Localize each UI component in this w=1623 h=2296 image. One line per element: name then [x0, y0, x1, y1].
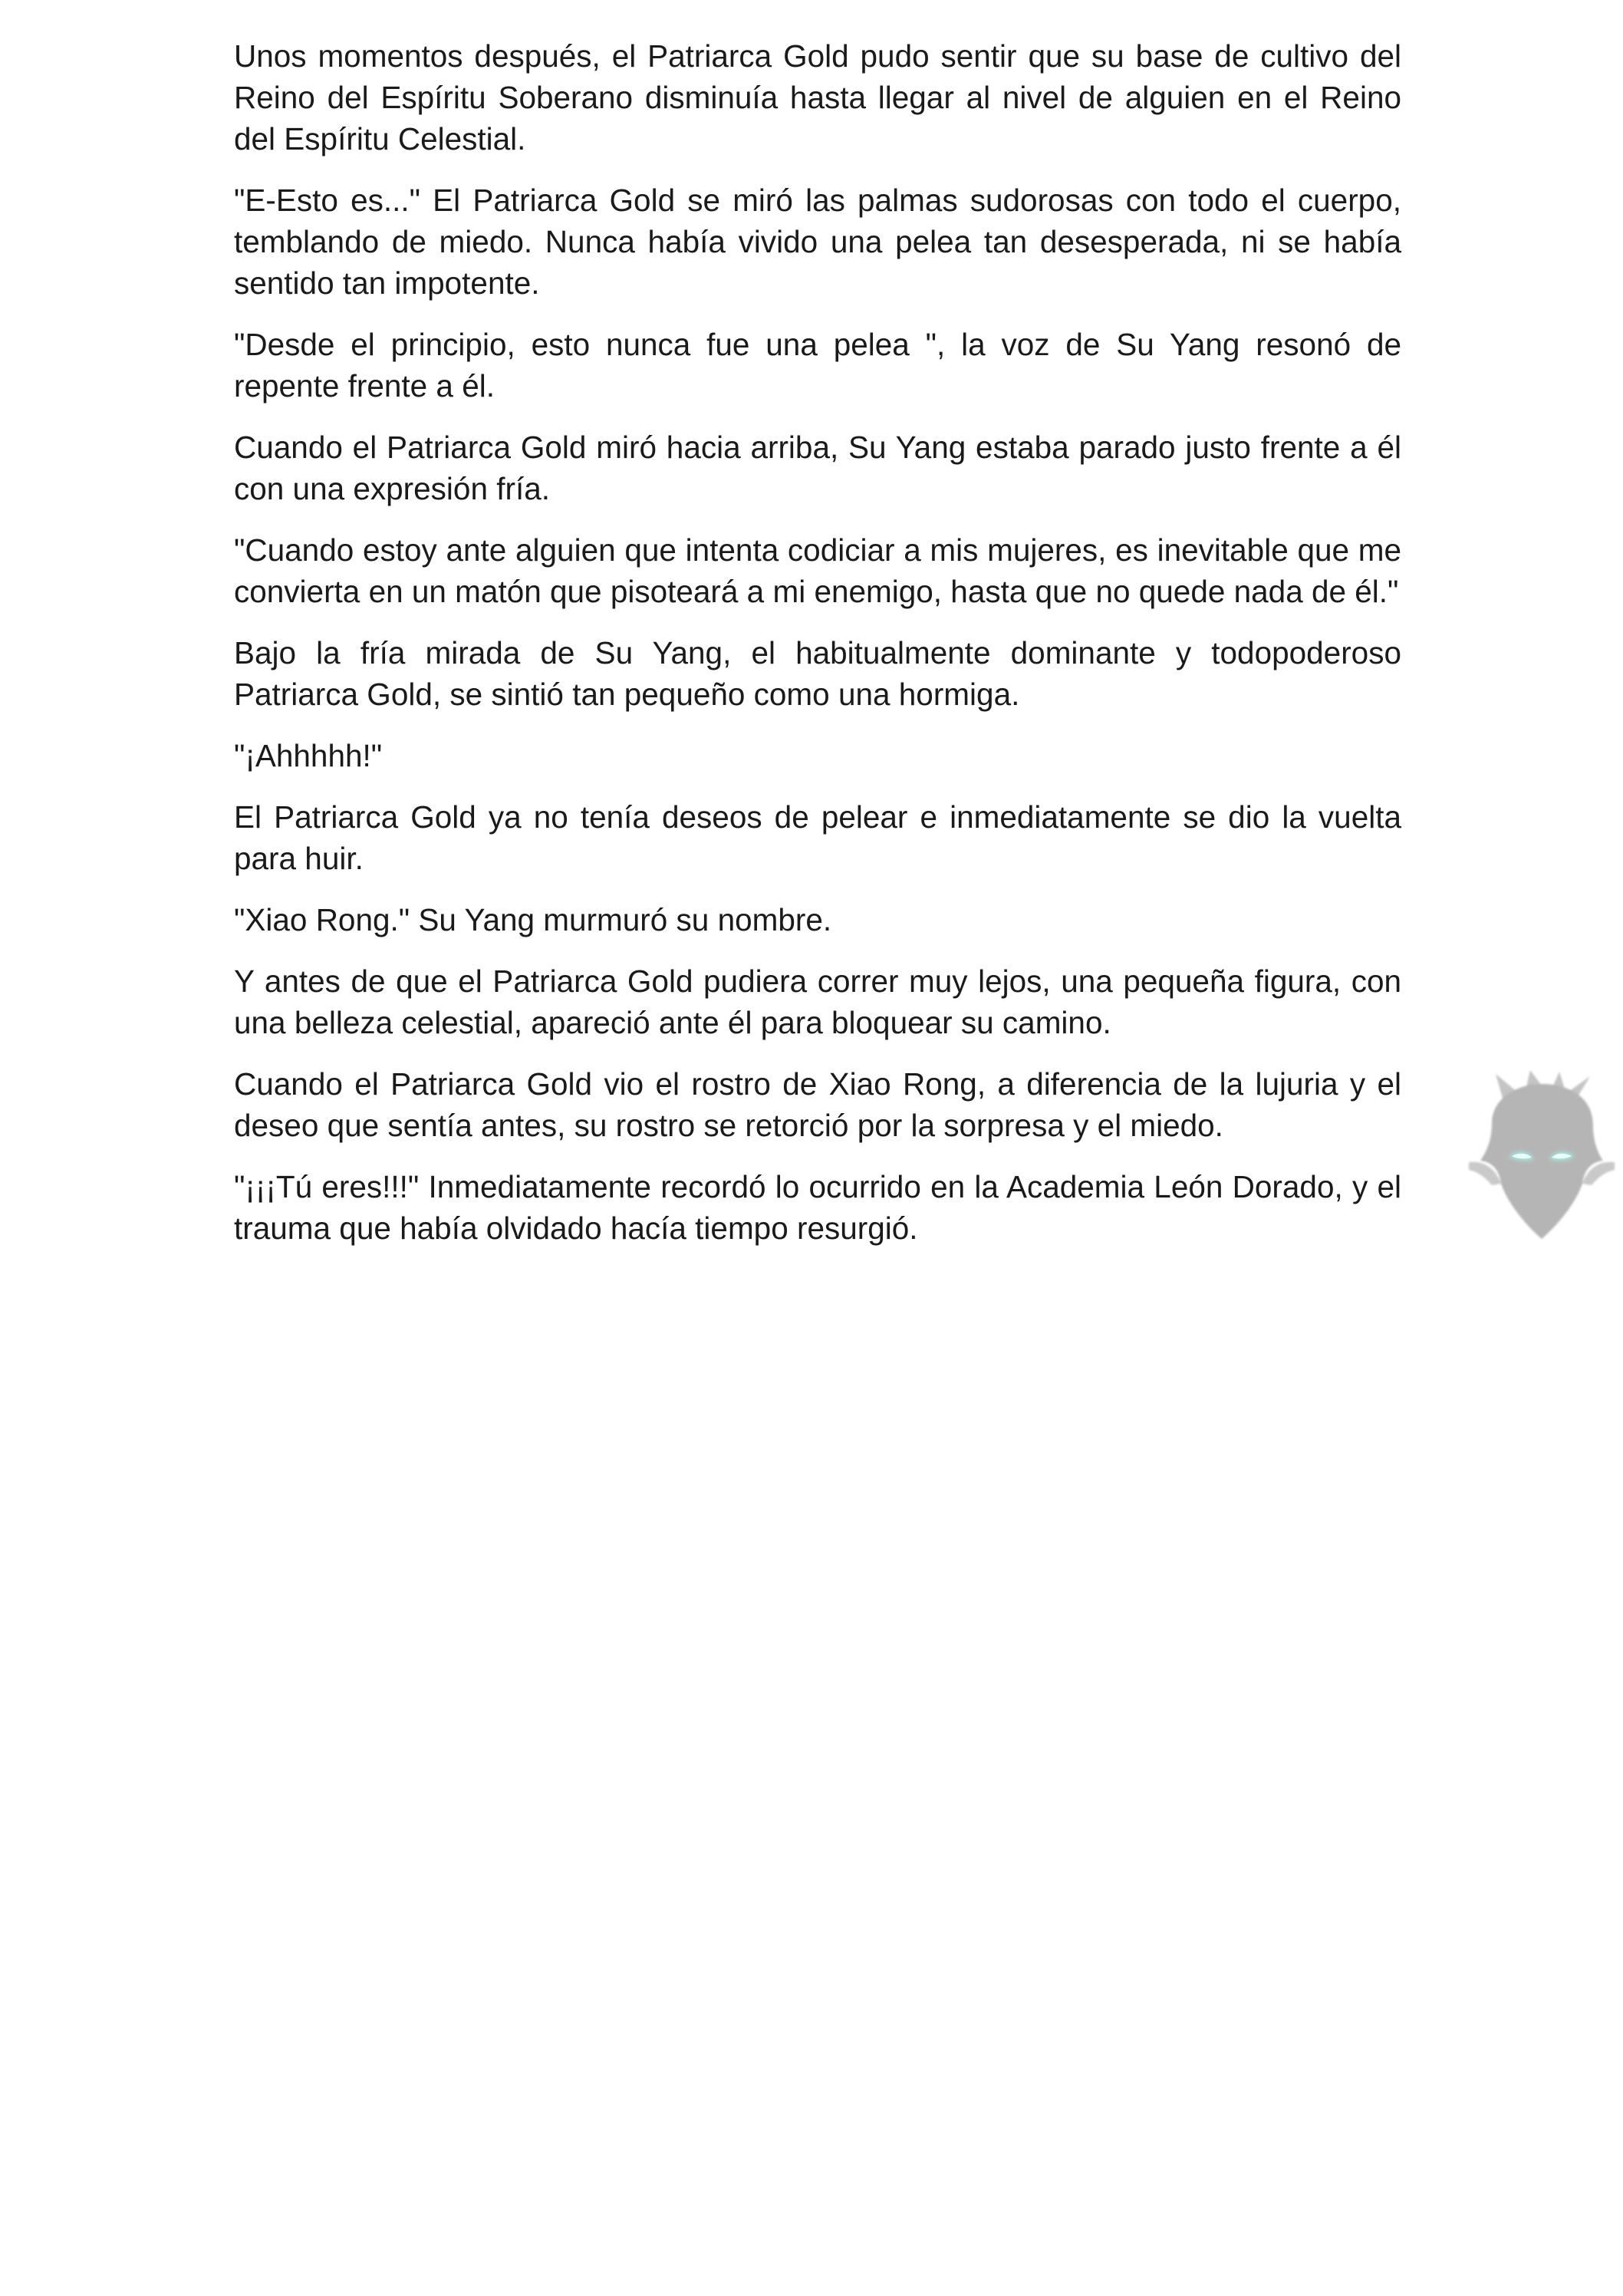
- paragraph: Bajo la fría mirada de Su Yang, el habitualmente dominante y todopoderoso Patriarca Gold, se sintió tan pequeño como una hormiga.: [234, 635, 1401, 712]
- paragraph: El Patriarca Gold ya no tenía deseos de pelear e inmediatamente se dio la vuelta para huir.: [234, 799, 1401, 876]
- paragraph: "Desde el principio, esto nunca fue una pelea ", la voz de Su Yang resonó de repente frente a él.: [234, 327, 1401, 404]
- paragraph: Cuando el Patriarca Gold miró hacia arriba, Su Yang estaba parado justo frente a él con una expresión fría.: [234, 430, 1401, 506]
- document-body: [234, 35, 1401, 1269]
- paragraph: Y antes de que el Patriarca Gold pudiera correr muy lejos, una pequeña figura, con una belleza celestial, apareció ante él para bloquear su camino.: [234, 964, 1401, 1040]
- paragraph: "¡¡¡Tú eres!!!" Inmediatamente recordó lo ocurrido en la Academia León Dorado, y el trauma que había olvidado hacía tiempo resurgió.: [234, 1169, 1401, 1246]
- paragraph: Unos momentos después, el Patriarca Gold pudo sentir que su base de cultivo del Reino del Espíritu Soberano disminuía hasta llegar al nivel de alguien en el Reino del Espíritu Celestial.: [234, 38, 1401, 156]
- paragraph: "E-Esto es..." El Patriarca Gold se miró las palmas sudorosas con todo el cuerpo, temblando de miedo. Nunca había vivido una pelea tan desesperada, ni se había sentido tan impotente.: [234, 183, 1401, 301]
- paragraph: "¡Ahhhhh!": [234, 738, 383, 773]
- paragraph: "Xiao Rong." Su Yang murmuró su nombre.: [234, 902, 832, 937]
- demon-head-logo-icon: [1461, 1070, 1622, 1247]
- paragraph: "Cuando estoy ante alguien que intenta codiciar a mis mujeres, es inevitable que me convierta en un matón que pisoteará a mi enemigo, hasta que no quede nada de él.": [234, 532, 1401, 609]
- paragraph: Cuando el Patriarca Gold vio el rostro de Xiao Rong, a diferencia de la lujuria y el deseo que sentía antes, su rostro se retorció por la sorpresa y el miedo.: [234, 1066, 1401, 1143]
